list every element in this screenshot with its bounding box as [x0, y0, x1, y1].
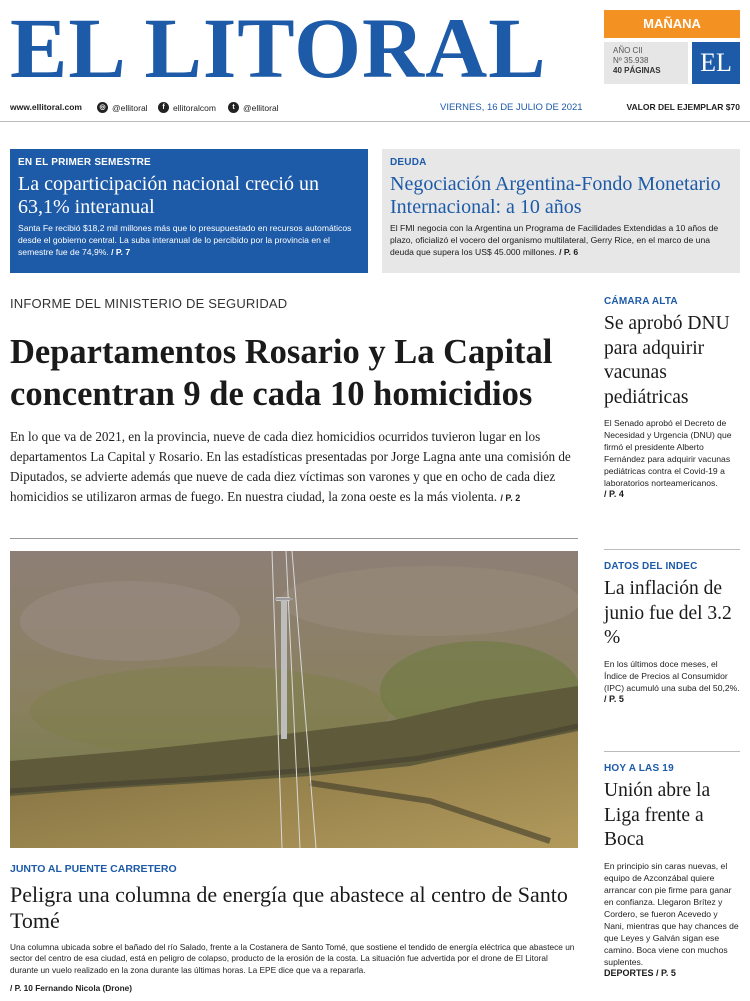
- story-kicker: JUNTO AL PUENTE CARRETERO: [10, 863, 177, 875]
- social-facebook[interactable]: [158, 102, 216, 113]
- story-headline: La coparticipación nacional creció un 63,1% interanual: [18, 173, 319, 218]
- social-handle: ellitoralcom: [173, 102, 216, 113]
- page-ref: / P. 2: [500, 493, 521, 503]
- story-summary-text: El FMI negocia con la Argentina un Programa de Facilidades Extendidas a 10 años de plazo, oficializó el vocero del organismo multilateral, Gerry Rice, en el marco de una deuda que supera los US$ 45.000 millones.: [390, 223, 719, 257]
- divider: [604, 751, 740, 752]
- issue-price: VALOR DEL EJEMPLAR $70: [626, 102, 740, 112]
- photo-credit: [10, 983, 132, 993]
- side-story-union[interactable]: [604, 763, 740, 978]
- story-summary-text: Santa Fe recibió $18,2 mil millones más que lo presupuestado en recursos automáticos desde el gobierno central. La suba interanual de lo percibido por la provincia en el semestre fue de 74,9%.: [18, 223, 352, 257]
- story-kicker: EN EL PRIMER SEMESTRE: [18, 157, 151, 168]
- issue-year: AÑO CII: [613, 46, 643, 55]
- story-summary: [390, 222, 732, 258]
- page-ref: DEPORTES / P. 5: [604, 967, 676, 978]
- social-handle: @ellitoral: [112, 102, 148, 113]
- story-headline: Unión abre la Liga frente a Boca: [604, 780, 711, 850]
- website-link[interactable]: www.ellitoral.com: [10, 102, 82, 112]
- lead-summary-text: En lo que va de 2021, en la provincia, nueve de cada diez homicidios ocurridos tuvieron lugar en los departamentos La Capital y Rosario. En las estadísticas presentadas por Jorge Lagna ante una comisión de Diputados, se advierte además que nueve de cada diez víctimas son varones y que en ocho de cada diez homicidios se utilizaron armas de fuego. En nuestra ciudad, la zona oeste es la más violenta.: [10, 429, 571, 504]
- publication-date: VIERNES, 16 DE JULIO DE 2021: [440, 102, 583, 113]
- story-headline: Se aprobó DNU para adquirir vacunas pediátricas: [604, 313, 730, 408]
- instagram-icon: ◎: [97, 102, 108, 113]
- story-headline: La inflación de junio fue del 3.2 %: [604, 578, 732, 648]
- page-ref: / P. 6: [559, 247, 579, 257]
- side-story-vacunas[interactable]: [604, 296, 740, 499]
- photo-story-headline[interactable]: Peligra una columna de energía que abastece al centro de Santo Tomé: [10, 882, 568, 933]
- lead-summary: [10, 427, 580, 508]
- issue-number: Nº 35.938: [613, 56, 649, 65]
- twitter-icon: t: [228, 102, 239, 113]
- story-kicker: DEUDA: [390, 157, 427, 168]
- lead-headline[interactable]: Departamentos Rosario y La Capital concentran 9 de cada 10 homicidios: [10, 333, 553, 413]
- photographer: Fernando Nicola (Drone): [35, 983, 133, 993]
- lead-section-label: INFORME DEL MINISTERIO DE SEGURIDAD: [10, 296, 288, 311]
- edition-badge: MAÑANA: [604, 10, 740, 38]
- social-twitter[interactable]: [228, 102, 279, 113]
- newspaper-logo[interactable]: EL LITORAL: [10, 0, 547, 96]
- story-headline: Negociación Argentina-Fondo Monetario Internacional: a 10 años: [390, 173, 721, 218]
- social-handle: @ellitoral: [243, 102, 279, 113]
- info-bar: [10, 99, 740, 115]
- side-story-inflacion[interactable]: [604, 561, 740, 704]
- page-ref: / P. 7: [111, 247, 131, 257]
- photo-story-summary: Una columna ubicada sobre el bañado del río Salado, frente a la Costanera de Santo Tomé, que sostiene el tendido de energía eléctrica que abastece un sector del centro de esa ciudad, está en peligro de colapso, producto de la erosión de la costa. La situación fue advertida por el drone de El Litoral durante un vuelo realizado en la zona durante las últimas horas. La EPE dice que va a repararla.: [10, 942, 575, 975]
- story-summary: En principio sin caras nuevas, el equipo de Azconzábal quiere arrancar con pie firme para ganar en confianza. Llegaron Brítez y Cordero, se fueron Acevedo y Nani, mientras que hay chances de que Leyes y Galván sigan ese camino. Boca viene con muchos suplentes.: [604, 860, 739, 967]
- social-instagram[interactable]: [97, 102, 148, 113]
- story-summary: En los últimos doce meses, el Índice de Precios al Consumidor (IPC) acumuló una suba del 50,2%.: [604, 658, 740, 693]
- page-ref: / P. 10: [10, 983, 33, 993]
- page-ref: / P. 5: [604, 693, 624, 704]
- story-summary: [18, 222, 360, 258]
- divider: [10, 538, 578, 539]
- story-kicker: CÁMARA ALTA: [604, 296, 678, 307]
- story-kicker: HOY A LAS 19: [604, 763, 674, 774]
- story-summary: El Senado aprobó el Decreto de Necesidad y Urgencia (DNU) que firmó el presidente Alberto Fernández para adquirir vacunas pediátricas contra el Covid-19 a laboratorios norteamericanos.: [604, 418, 732, 488]
- story-coparticipacion[interactable]: [10, 149, 368, 273]
- issue-info: [604, 42, 688, 84]
- el-logo-badge: EL: [692, 42, 740, 84]
- divider: [0, 121, 750, 122]
- divider: [604, 549, 740, 550]
- drone-photo[interactable]: [10, 551, 578, 848]
- page-count: 40 PÁGINAS: [613, 66, 661, 75]
- facebook-icon: f: [158, 102, 169, 113]
- page-ref: / P. 4: [604, 489, 624, 499]
- story-kicker: DATOS DEL INDEC: [604, 561, 698, 572]
- masthead: [0, 0, 750, 95]
- story-deuda[interactable]: [382, 149, 740, 273]
